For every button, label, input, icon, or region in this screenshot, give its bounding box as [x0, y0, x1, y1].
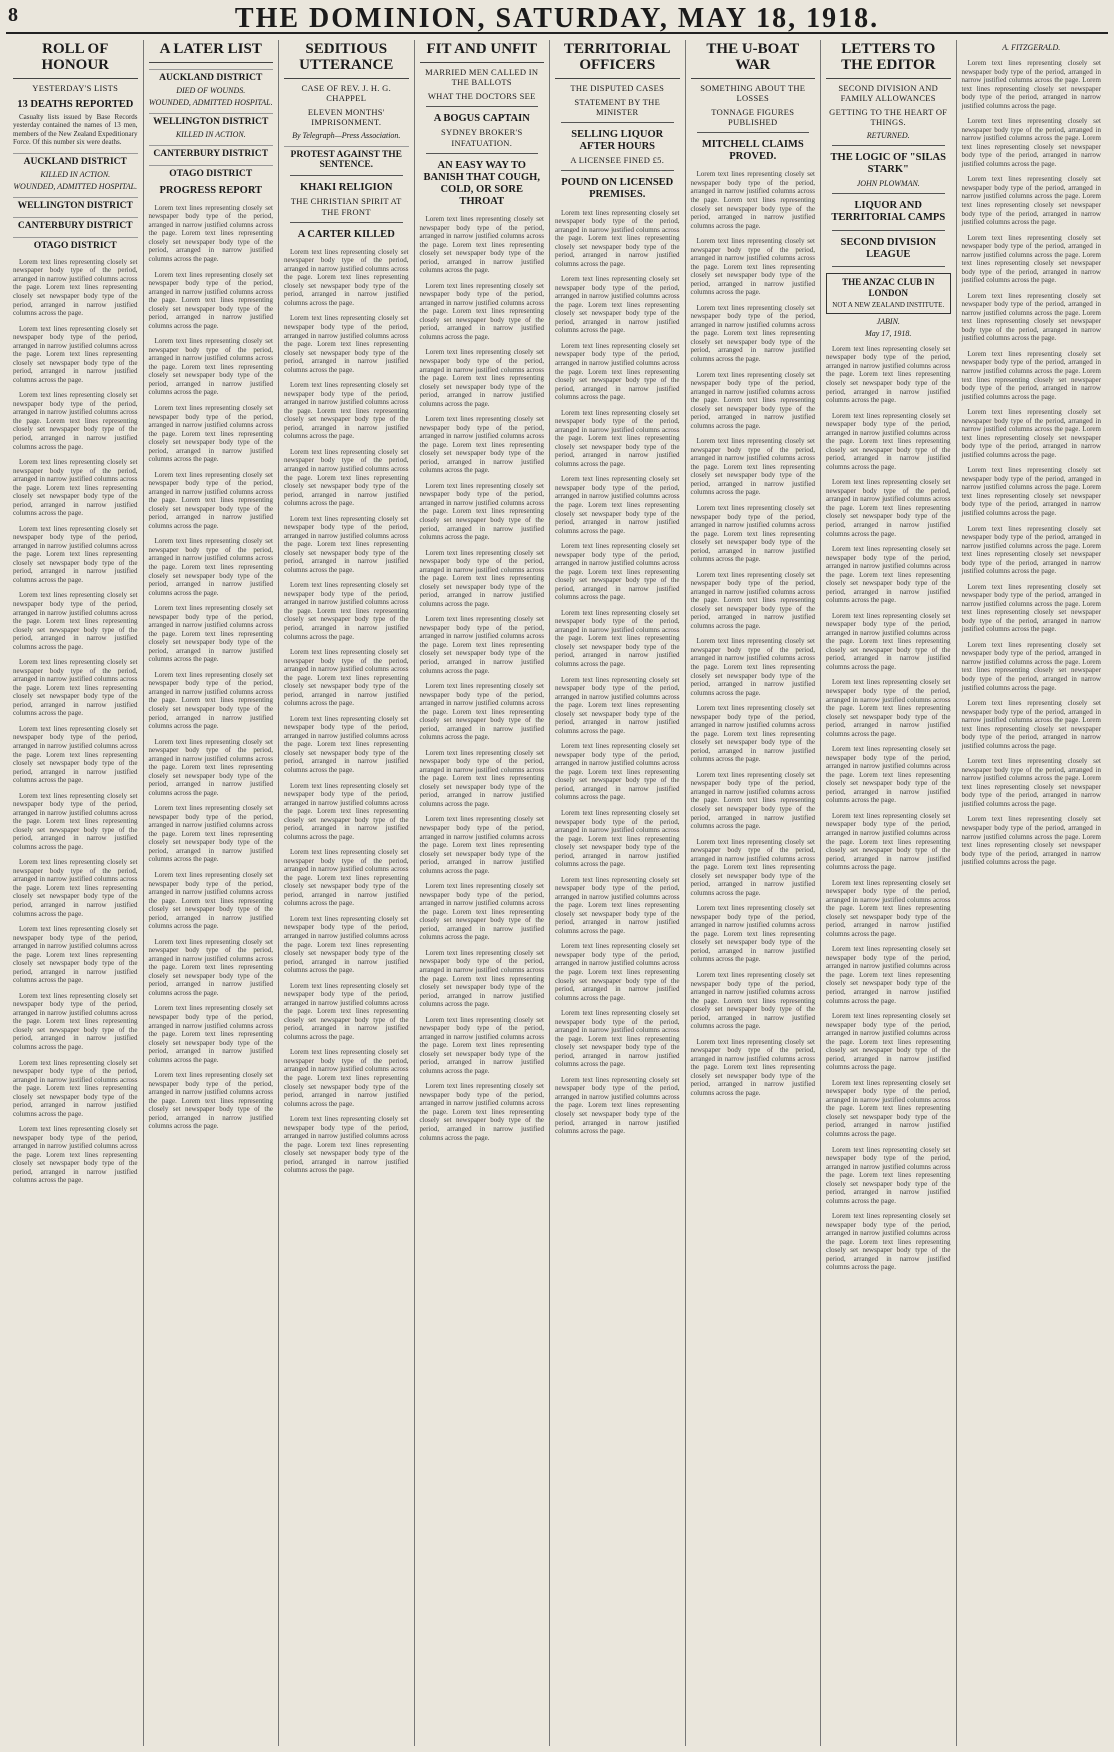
- body-text: Lorem text lines representing closely set newspaper body type of the period, arranged in narrow justified columns across the page. Lorem text lines representing closely set newspaper body type of the period, arranged in narrow justified columns across the page.: [284, 981, 409, 1041]
- body-text: Lorem text lines representing closely set newspaper body type of the period, arranged in narrow justified columns across the page. Lorem text lines representing closely set newspaper body type of the period, arranged in narrow justified columns across the page.: [690, 170, 815, 230]
- body-text: Lorem text lines representing closely set newspaper body type of the period, arranged in narrow justified columns across the page. Lorem text lines representing closely set newspaper body type of the period, arranged in narrow justified columns across the page.: [826, 945, 951, 1005]
- body-text: Lorem text lines representing closely set newspaper body type of the period, arranged in narrow justified columns across the page. Lorem text lines representing closely set newspaper body type of the period, arranged in narrow justified columns across the page.: [419, 415, 544, 475]
- article-subtitle: CASE OF REV. J. H. G. CHAPPEL: [301, 82, 391, 103]
- body-text: Lorem text lines representing closely set newspaper body type of the period, arranged in narrow justified columns across the page. Lorem text lines representing closely set newspaper body type of the period, arranged in narrow justified columns across the page.: [961, 117, 1101, 168]
- body-text: Lorem text lines representing closely set newspaper body type of the period, arranged in narrow justified columns across the page. Lorem text lines representing closely set newspaper body type of the period, arranged in narrow justified columns across the page.: [826, 745, 951, 805]
- body-text: Lorem text lines representing closely set newspaper body type of the period, arranged in narrow justified columns across the page. Lorem text lines representing closely set newspaper body type of the period, arranged in narrow justified columns across the page.: [419, 348, 544, 408]
- body-text: Lorem text lines representing closely set newspaper body type of the period, arranged in narrow justified columns across the page. Lorem text lines representing closely set newspaper body type of the period, arranged in narrow justified columns across the page.: [13, 991, 138, 1051]
- body-text: Lorem text lines representing closely set newspaper body type of the period, arranged in narrow justified columns across the page. Lorem text lines representing closely set newspaper body type of the period, arranged in narrow justified columns across the page.: [284, 581, 409, 641]
- body-text: Lorem text lines representing closely set newspaper body type of the period, arranged in narrow justified columns across the page. Lorem text lines representing closely set newspaper body type of the period, arranged in narrow justified columns across the page.: [690, 837, 815, 897]
- body-text: Lorem text lines representing closely set newspaper body type of the period, arranged in narrow justified columns across the page. Lorem text lines representing closely set newspaper body type of the period, arranged in narrow justified columns across the page.: [826, 878, 951, 938]
- body-text: Lorem text lines representing closely set newspaper body type of the period, arranged in narrow justified columns across the page. Lorem text lines representing closely set newspaper body type of the period, arranged in narrow justified columns across the page.: [961, 466, 1101, 517]
- article-subtitle: SYDNEY BROKER'S INFATUATION.: [440, 127, 523, 148]
- body-text: Lorem text lines representing closely set newspaper body type of the period, arranged in narrow justified columns across the page. Lorem text lines representing closely set newspaper body type of the period, arranged in narrow justified columns across the page.: [690, 370, 815, 430]
- body-text: Lorem text lines representing closely set newspaper body type of the period, arranged in narrow justified columns across the page. Lorem text lines representing closely set newspaper body type of the period, arranged in narrow justified columns across the page.: [690, 437, 815, 497]
- signature: JABIN.: [876, 316, 900, 326]
- article-headline: A BOGUS CAPTAIN: [433, 113, 530, 125]
- section-subheading: KILLED IN ACTION.: [175, 129, 246, 139]
- column-continued: [957, 40, 1106, 1746]
- column-seditious-utterance: [279, 40, 415, 1746]
- section-heading: OTAGO DISTRICT: [149, 165, 274, 179]
- body-text: Lorem text lines representing closely set newspaper body type of the period, arranged in narrow justified columns across the page. Lorem text lines representing closely set newspaper body type of the period, arranged in narrow justified columns across the page.: [555, 208, 680, 268]
- section-subheading: DIED OF WOUNDS.: [176, 85, 246, 95]
- body-text: Lorem text lines representing closely set newspaper body type of the period, arranged in narrow justified columns across the page. Lorem text lines representing closely set newspaper body type of the period, arranged in narrow justified columns across the page.: [284, 848, 409, 908]
- body-text: Lorem text lines representing closely set newspaper body type of the period, arranged in narrow justified columns across the page. Lorem text lines representing closely set newspaper body type of the period, arranged in narrow justified columns across the page.: [284, 1048, 409, 1108]
- body-text: Lorem text lines representing closely set newspaper body type of the period, arranged in narrow justified columns across the page. Lorem text lines representing closely set newspaper body type of the period, arranged in narrow justified columns across the page.: [555, 608, 680, 668]
- body-text: Lorem text lines representing closely set newspaper body type of the period, arranged in narrow justified columns across the page. Lorem text lines representing closely set newspaper body type of the period, arranged in narrow justified columns across the page.: [419, 215, 544, 275]
- body-text: Lorem text lines representing closely set newspaper body type of the period, arranged in narrow justified columns across the page. Lorem text lines representing closely set newspaper body type of the period, arranged in narrow justified columns across the page.: [148, 670, 273, 731]
- column-letters-to-editor: [821, 40, 957, 1746]
- body-text: Lorem text lines representing closely set newspaper body type of the period, arranged in narrow justified columns across the page. Lorem text lines representing closely set newspaper body type of the period, arranged in narrow justified columns across the page.: [284, 447, 409, 508]
- body-text: Lorem text lines representing closely set newspaper body type of the period, arranged in narrow justified columns across the page. Lorem text lines representing closely set newspaper body type of the period, arranged in narrow justified columns across the page.: [148, 403, 273, 464]
- section-subheading: WOUNDED, ADMITTED HOSPITAL.: [13, 181, 138, 191]
- body-text: Lorem text lines representing closely set newspaper body type of the period, arranged in narrow justified columns across the page. Lorem text lines representing closely set newspaper body type of the period, arranged in narrow justified columns across the page.: [13, 1058, 138, 1118]
- body-text: Lorem text lines representing closely set newspaper body type of the period, arranged in narrow justified columns across the page. Lorem text lines representing closely set newspaper body type of the period, arranged in narrow justified columns across the page.: [555, 275, 680, 335]
- section-heading: WELLINGTON DISTRICT: [149, 113, 274, 127]
- body-text: Lorem text lines representing closely set newspaper body type of the period, arranged in narrow justified columns across the page. Lorem text lines representing closely set newspaper body type of the period, arranged in narrow justified columns across the page.: [13, 591, 138, 651]
- body-text: Lorem text lines representing closely set newspaper body type of the period, arranged in narrow justified columns across the page. Lorem text lines representing closely set newspaper body type of the period, arranged in narrow justified columns across the page.: [826, 611, 951, 671]
- body-text: Lorem text lines representing closely set newspaper body type of the period, arranged in narrow justified columns across the page. Lorem text lines representing closely set newspaper body type of the period, arranged in narrow justified columns across the page.: [555, 408, 680, 468]
- body-text: Lorem text lines representing closely set newspaper body type of the period, arranged in narrow justified columns across the page. Lorem text lines representing closely set newspaper body type of the period, arranged in narrow justified columns across the page.: [148, 1071, 273, 1131]
- body-text: Lorem text lines representing closely set newspaper body type of the period, arranged in narrow justified columns across the page. Lorem text lines representing closely set newspaper body type of the period, arranged in narrow justified columns across the page.: [826, 478, 951, 538]
- divider: [832, 193, 945, 194]
- article-subtitle: SOMETHING ABOUT THE LOSSES: [700, 82, 806, 103]
- divider: [697, 132, 810, 133]
- body-text: Lorem text lines representing closely set newspaper body type of the period, arranged in narrow justified columns across the page. Lorem text lines representing closely set newspaper body type of the period, arranged in narrow justified columns across the page.: [148, 1004, 273, 1064]
- body-text: Lorem text lines representing closely set newspaper body type of the period, arranged in narrow justified columns across the page. Lorem text lines representing closely set newspaper body type of the period, arranged in narrow justified columns across the page.: [961, 757, 1101, 808]
- body-text: Lorem text lines representing closely set newspaper body type of the period, arranged in narrow justified columns across the page. Lorem text lines representing closely set newspaper body type of the period, arranged in narrow justified columns across the page.: [555, 875, 680, 935]
- body-text: Lorem text lines representing closely set newspaper body type of the period, arranged in narrow justified columns across the page. Lorem text lines representing closely set newspaper body type of the period, arranged in narrow justified columns across the page.: [690, 704, 815, 764]
- article-headline: THE LOGIC OF "SILAS STARK": [830, 152, 946, 176]
- body-text: Lorem text lines representing closely set newspaper body type of the period, arranged in narrow justified columns across the page. Lorem text lines representing closely set newspaper body type of the period, arranged in narrow justified columns across the page.: [148, 937, 273, 997]
- body-text: Lorem text lines representing closely set newspaper body type of the period, arranged in narrow justified columns across the page. Lorem text lines representing closely set newspaper body type of the period, arranged in narrow justified columns across the page.: [13, 791, 138, 851]
- section-subheading: WOUNDED, ADMITTED HOSPITAL.: [148, 97, 273, 107]
- column-later-list: [144, 40, 280, 1746]
- body-text: Lorem text lines representing closely set newspaper body type of the period, arranged in narrow justified columns across the page. Lorem text lines representing closely set newspaper body type of the period, arranged in narrow justified columns across the page.: [284, 1115, 409, 1175]
- body-text: Lorem text lines representing closely set newspaper body type of the period, arranged in narrow justified columns across the page. Lorem text lines representing closely set newspaper body type of the period, arranged in narrow justified columns across the page.: [961, 640, 1101, 692]
- body-text: Lorem text lines representing closely set newspaper body type of the period, arranged in narrow justified columns across the page. Lorem text lines representing closely set newspaper body type of the period, arranged in narrow justified columns across the page.: [284, 914, 409, 975]
- body-text: Lorem text lines representing closely set newspaper body type of the period, arranged in narrow justified columns across the page. Lorem text lines representing closely set newspaper body type of the period, arranged in narrow justified columns across the page.: [13, 724, 138, 785]
- divider: [290, 222, 403, 223]
- article-headline: A CARTER KILLED: [297, 228, 395, 240]
- body-text: Lorem text lines representing closely set newspaper body type of the period, arranged in narrow justified columns across the page. Lorem text lines representing closely set newspaper body type of the period, arranged in narrow justified columns across the page.: [148, 804, 273, 864]
- section-heading: CANTERBURY DISTRICT: [13, 217, 138, 231]
- article-subtitle: THE DISPUTED CASES: [570, 82, 665, 93]
- body-text: Lorem text lines representing closely set newspaper body type of the period, arranged in narrow justified columns across the page. Lorem text lines representing closely set newspaper body type of the period, arranged in narrow justified columns across the page.: [961, 524, 1101, 576]
- body-text: Lorem text lines representing closely set newspaper body type of the period, arranged in narrow justified columns across the page. Lorem text lines representing closely set newspaper body type of the period, arranged in narrow justified columns across the page.: [555, 341, 680, 402]
- byline: By Telegraph—Press Association.: [292, 131, 401, 141]
- body-text: Lorem text lines representing closely set newspaper body type of the period, arranged in narrow justified columns across the page. Lorem text lines representing closely set newspaper body type of the period, arranged in narrow justified columns across the page.: [419, 882, 544, 942]
- body-text: Lorem text lines representing closely set newspaper body type of the period, arranged in narrow justified columns across the page. Lorem text lines representing closely set newspaper body type of the period, arranged in narrow justified columns across the page.: [961, 408, 1101, 459]
- body-text: Lorem text lines representing closely set newspaper body type of the period, arranged in narrow justified columns across the page. Lorem text lines representing closely set newspaper body type of the period, arranged in narrow justified columns across the page.: [555, 808, 680, 869]
- body-text: Lorem text lines representing closely set newspaper body type of the period, arranged in narrow justified columns across the page. Lorem text lines representing closely set newspaper body type of the period, arranged in narrow justified columns across the page.: [826, 1078, 951, 1138]
- article-headline: SECOND DIVISION LEAGUE: [840, 236, 936, 260]
- article-subtitle: TONNAGE FIGURES PUBLISHED: [711, 106, 795, 128]
- section-heading: AUCKLAND DISTRICT: [13, 153, 138, 167]
- body-text: Lorem text lines representing closely set newspaper body type of the period, arranged in narrow justified columns across the page. Lorem text lines representing closely set newspaper body type of the period, arranged in narrow justified columns across the page.: [961, 582, 1101, 634]
- body-text: Lorem text lines representing closely set newspaper body type of the period, arranged in narrow justified columns across the page. Lorem text lines representing closely set newspaper body type of the period, arranged in narrow justified columns across the page.: [148, 203, 273, 263]
- column-header: TERRITORIAL OFFICERS: [555, 40, 680, 79]
- divider: [832, 145, 945, 146]
- article-subtitle: WHAT THE DOCTORS SEE: [427, 91, 536, 102]
- body-text: Lorem text lines representing closely set newspaper body type of the period, arranged in narrow justified columns across the page. Lorem text lines representing closely set newspaper body type of the period, arranged in narrow justified columns across the page.: [690, 303, 815, 363]
- body-text: Lorem text lines representing closely set newspaper body type of the period, arranged in narrow justified columns across the page. Lorem text lines representing closely set newspaper body type of the period, arranged in narrow justified columns across the page.: [284, 314, 409, 374]
- body-text: Lorem text lines representing closely set newspaper body type of the period, arranged in narrow justified columns across the page. Lorem text lines representing closely set newspaper body type of the period, arranged in narrow justified columns across the page.: [826, 1145, 951, 1205]
- body-text: Lorem text lines representing closely set newspaper body type of the period, arranged in narrow justified columns across the page. Lorem text lines representing closely set newspaper body type of the period, arranged in narrow justified columns across the page.: [13, 324, 138, 384]
- section-heading: CANTERBURY DISTRICT: [149, 145, 274, 159]
- body-text: Lorem text lines representing closely set newspaper body type of the period, arranged in narrow justified columns across the page. Lorem text lines representing closely set newspaper body type of the period, arranged in narrow justified columns across the page.: [284, 648, 409, 708]
- body-text: Lorem text lines representing closely set newspaper body type of the period, arranged in narrow justified columns across the page. Lorem text lines representing closely set newspaper body type of the period, arranged in narrow justified columns across the page.: [13, 658, 138, 718]
- body-text: Lorem text lines representing closely set newspaper body type of the period, arranged in narrow justified columns across the page. Lorem text lines representing closely set newspaper body type of the period, arranged in narrow justified columns across the page.: [148, 537, 273, 597]
- body-text: Lorem text lines representing closely set newspaper body type of the period, arranged in narrow justified columns across the page. Lorem text lines representing closely set newspaper body type of the period, arranged in narrow justified columns across the page.: [690, 904, 815, 964]
- article-subtitle: A LICENSEE FINED £5.: [570, 155, 665, 166]
- section-subheading: KILLED IN ACTION.: [40, 169, 111, 179]
- body-text: Lorem text lines representing closely set newspaper body type of the period, arranged in narrow justified columns across the page. Lorem text lines representing closely set newspaper body type of the period, arranged in narrow justified columns across the page.: [419, 815, 544, 875]
- column-header: A LATER LIST: [149, 40, 274, 63]
- body-text: Lorem text lines representing closely set newspaper body type of the period, arranged in narrow justified columns across the page. Lorem text lines representing closely set newspaper body type of the period, arranged in narrow justified columns across the page.: [555, 475, 680, 535]
- article-headline: AN EASY WAY TO BANISH THAT COUGH, COLD, OR SORE THROAT: [423, 159, 540, 207]
- body-text: Lorem text lines representing closely set newspaper body type of the period, arranged in narrow justified columns across the page. Lorem text lines representing closely set newspaper body type of the period, arranged in narrow justified columns across the page.: [419, 948, 544, 1009]
- article-subtitle: STATEMENT BY THE MINISTER: [574, 96, 661, 117]
- body-text: Lorem text lines representing closely set newspaper body type of the period, arranged in narrow justified columns across the page. Lorem text lines representing closely set newspaper body type of the period, arranged in narrow justified columns across the page.: [148, 470, 273, 530]
- column-header: FIT AND UNFIT: [420, 40, 545, 63]
- body-text: Lorem text lines representing closely set newspaper body type of the period, arranged in narrow justified columns across the page. Lorem text lines representing closely set newspaper body type of the period, arranged in narrow justified columns across the page.: [961, 291, 1101, 343]
- body-text: Lorem text lines representing closely set newspaper body type of the period, arranged in narrow justified columns across the page. Lorem text lines representing closely set newspaper body type of the period, arranged in narrow justified columns across the page.: [284, 247, 409, 307]
- body-text: Lorem text lines representing closely set newspaper body type of the period, arranged in narrow justified columns across the page. Lorem text lines representing closely set newspaper body type of the period, arranged in narrow justified columns across the page.: [961, 59, 1101, 110]
- body-text: Lorem text lines representing closely set newspaper body type of the period, arranged in narrow justified columns across the page. Lorem text lines representing closely set newspaper body type of the period, arranged in narrow justified columns across the page.: [148, 737, 273, 797]
- divider: [290, 175, 403, 176]
- divider: [426, 153, 539, 154]
- article-headline: LIQUOR AND TERRITORIAL CAMPS: [831, 200, 946, 224]
- body-text: Lorem text lines representing closely set newspaper body type of the period, arranged in narrow justified columns across the page. Lorem text lines representing closely set newspaper body type of the period, arranged in narrow justified columns across the page.: [826, 411, 951, 471]
- body-text: Lorem text lines representing closely set newspaper body type of the period, arranged in narrow justified columns across the page. Lorem text lines representing closely set newspaper body type of the period, arranged in narrow justified columns across the page.: [13, 858, 138, 918]
- body-text: Lorem text lines representing closely set newspaper body type of the period, arranged in narrow justified columns across the page. Lorem text lines representing closely set newspaper body type of the period, arranged in narrow justified columns across the page.: [13, 391, 138, 451]
- progress-report-heading: PROGRESS REPORT: [159, 184, 263, 196]
- body-text: Lorem text lines representing closely set newspaper body type of the period, arranged in narrow justified columns across the page. Lorem text lines representing closely set newspaper body type of the period, arranged in narrow justified columns across the page.: [419, 548, 544, 608]
- divider: [561, 122, 674, 123]
- section-heading: AUCKLAND DISTRICT: [149, 69, 274, 83]
- signature: JOHN PLOWMAN.: [856, 179, 920, 189]
- column-territorial-officers: [550, 40, 686, 1746]
- anzac-club-box: [826, 273, 951, 314]
- body-text: Lorem text lines representing closely set newspaper body type of the period, arranged in narrow justified columns across the page. Lorem text lines representing closely set newspaper body type of the period, arranged in narrow justified columns across the page.: [961, 175, 1101, 227]
- anzac-club-heading: THE ANZAC CLUB IN LONDON: [842, 276, 935, 298]
- column-fit-and-unfit: [415, 40, 551, 1746]
- article-headline: MITCHELL CLAIMS PROVED.: [701, 139, 804, 163]
- article-subtitle: MARRIED MEN CALLED IN THE BALLOTS: [425, 66, 539, 87]
- divider: [561, 170, 674, 171]
- article-subtitle: ELEVEN MONTHS' IMPRISONMENT.: [307, 106, 385, 128]
- column-roll-of-honour: [8, 40, 144, 1746]
- body-text: Lorem text lines representing closely set newspaper body type of the period, arranged in narrow justified columns across the page. Lorem text lines representing closely set newspaper body type of the period, arranged in narrow justified columns across the page.: [961, 233, 1101, 285]
- body-text: Lorem text lines representing closely set newspaper body type of the period, arranged in narrow justified columns across the page. Lorem text lines representing closely set newspaper body type of the period, arranged in narrow justified columns across the page.: [690, 503, 815, 564]
- body-text: Lorem text lines representing closely set newspaper body type of the period, arranged in narrow justified columns across the page. Lorem text lines representing closely set newspaper body type of the period, arranged in narrow justified columns across the page.: [555, 542, 680, 602]
- body-text: Lorem text lines representing closely set newspaper body type of the period, arranged in narrow justified columns across the page. Lorem text lines representing closely set newspaper body type of the period, arranged in narrow justified columns across the page.: [284, 381, 409, 441]
- columns: [8, 40, 1106, 1746]
- body-text: Lorem text lines representing closely set newspaper body type of the period, arranged in narrow justified columns across the page. Lorem text lines representing closely set newspaper body type of the period, arranged in narrow justified columns across the page.: [148, 337, 273, 397]
- body-text: Lorem text lines representing closely set newspaper body type of the period, arranged in narrow justified columns across the page. Lorem text lines representing closely set newspaper body type of the period, arranged in narrow justified columns across the page.: [555, 742, 680, 802]
- body-text: Lorem text lines representing closely set newspaper body type of the period, arranged in narrow justified columns across the page. Lorem text lines representing closely set newspaper body type of the period, arranged in narrow justified columns across the page.: [555, 942, 680, 1002]
- body-text: Lorem text lines representing closely set newspaper body type of the period, arranged in narrow justified columns across the page. Lorem text lines representing closely set newspaper body type of the period, arranged in narrow justified columns across the page.: [419, 481, 544, 542]
- dateline: May 17, 1918.: [865, 328, 912, 338]
- anzac-club-subheading: NOT A NEW ZEALAND INSTITUTE.: [832, 301, 945, 310]
- body-text: Lorem text lines representing closely set newspaper body type of the period, arranged in narrow justified columns across the page. Lorem text lines representing closely set newspaper body type of the period, arranged in narrow justified columns across the page.: [419, 1015, 544, 1075]
- divider: [832, 230, 945, 231]
- article-subtitle: THE CHRISTIAN SPIRIT AT THE FRONT: [290, 196, 402, 217]
- article-subtitle: YESTERDAY'S LISTS: [32, 82, 119, 93]
- body-text: Lorem text lines representing closely set newspaper body type of the period, arranged in narrow justified columns across the page. Lorem text lines representing closely set newspaper body type of the period, arranged in narrow justified columns across the page.: [419, 748, 544, 808]
- article-headline: 13 DEATHS REPORTED: [17, 98, 134, 110]
- body-text: Lorem text lines representing closely set newspaper body type of the period, arranged in narrow justified columns across the page. Lorem text lines representing closely set newspaper body type of the period, arranged in narrow justified columns across the page.: [961, 815, 1101, 867]
- article-subtitle: SECOND DIVISION AND FAMILY ALLOWANCES: [838, 82, 939, 103]
- body-text: Lorem text lines representing closely set newspaper body type of the period, arranged in narrow justified columns across the page. Lorem text lines representing closely set newspaper body type of the period, arranged in narrow justified columns across the page.: [419, 615, 544, 675]
- body-text: Lorem text lines representing closely set newspaper body type of the period, arranged in narrow justified columns across the page. Lorem text lines representing closely set newspaper body type of the period, arranged in narrow justified columns across the page.: [13, 524, 138, 584]
- masthead: [6, 2, 1108, 34]
- body-text: Lorem text lines representing closely set newspaper body type of the period, arranged in narrow justified columns across the page. Lorem text lines representing closely set newspaper body type of the period, arranged in narrow justified columns across the page.: [419, 1082, 544, 1142]
- body-text: Lorem text lines representing closely set newspaper body type of the period, arranged in narrow justified columns across the page. Lorem text lines representing closely set newspaper body type of the period, arranged in narrow justified columns across the page.: [555, 1009, 680, 1069]
- body-text: Lorem text lines representing closely set newspaper body type of the period, arranged in narrow justified columns across the page. Lorem text lines representing closely set newspaper body type of the period, arranged in narrow justified columns across the page.: [13, 1125, 138, 1185]
- body-text: Lorem text lines representing closely set newspaper body type of the period, arranged in narrow justified columns across the page. Lorem text lines representing closely set newspaper body type of the period, arranged in narrow justified columns across the page.: [826, 1212, 951, 1272]
- paper-title: THE DOMINION, SATURDAY, MAY 18, 1918.: [234, 3, 880, 34]
- article-intro: Casualty lists issued by Base Records yesterday contained the names of 13 men, members of the New Zealand Expeditionary Force. Of this number six were deaths.: [13, 112, 138, 147]
- body-text: Lorem text lines representing closely set newspaper body type of the period, arranged in narrow justified columns across the page. Lorem text lines representing closely set newspaper body type of the period, arranged in narrow justified columns across the page.: [690, 770, 815, 831]
- divider: [426, 106, 539, 107]
- body-text: Lorem text lines representing closely set newspaper body type of the period, arranged in narrow justified columns across the page. Lorem text lines representing closely set newspaper body type of the period, arranged in narrow justified columns across the page.: [284, 781, 409, 841]
- body-text: Lorem text lines representing closely set newspaper body type of the period, arranged in narrow justified columns across the page. Lorem text lines representing closely set newspaper body type of the period, arranged in narrow justified columns across the page.: [690, 971, 815, 1031]
- column-header: LETTERS TO THE EDITOR: [826, 40, 951, 79]
- body-text: Lorem text lines representing closely set newspaper body type of the period, arranged in narrow justified columns across the page. Lorem text lines representing closely set newspaper body type of the period, arranged in narrow justified columns across the page.: [826, 1012, 951, 1072]
- section-heading: OTAGO DISTRICT: [13, 237, 138, 251]
- column-header: SEDITIOUS UTTERANCE: [284, 40, 409, 79]
- article-subtitle: GETTING TO THE HEART OF THINGS.: [829, 106, 948, 128]
- signature: A. FITZGERALD.: [1002, 43, 1061, 52]
- body-text: Lorem text lines representing closely set newspaper body type of the period, arranged in narrow justified columns across the page. Lorem text lines representing closely set newspaper body type of the period, arranged in narrow justified columns across the page.: [690, 570, 815, 630]
- body-text: Lorem text lines representing closely set newspaper body type of the period, arranged in narrow justified columns across the page. Lorem text lines representing closely set newspaper body type of the period, arranged in narrow justified columns across the page.: [13, 257, 138, 318]
- body-text: Lorem text lines representing closely set newspaper body type of the period, arranged in narrow justified columns across the page. Lorem text lines representing closely set newspaper body type of the period, arranged in narrow justified columns across the page.: [555, 1075, 680, 1136]
- body-text: Lorem text lines representing closely set newspaper body type of the period, arranged in narrow justified columns across the page. Lorem text lines representing closely set newspaper body type of the period, arranged in narrow justified columns across the page.: [961, 349, 1101, 401]
- body-text: Lorem text lines representing closely set newspaper body type of the period, arranged in narrow justified columns across the page. Lorem text lines representing closely set newspaper body type of the period, arranged in narrow justified columns across the page.: [13, 458, 138, 518]
- body-text: Lorem text lines representing closely set newspaper body type of the period, arranged in narrow justified columns across the page. Lorem text lines representing closely set newspaper body type of the period, arranged in narrow justified columns across the page.: [555, 675, 680, 735]
- body-text: Lorem text lines representing closely set newspaper body type of the period, arranged in narrow justified columns across the page. Lorem text lines representing closely set newspaper body type of the period, arranged in narrow justified columns across the page.: [284, 714, 409, 774]
- body-text: Lorem text lines representing closely set newspaper body type of the period, arranged in narrow justified columns across the page. Lorem text lines representing closely set newspaper body type of the period, arranged in narrow justified columns across the page.: [148, 871, 273, 931]
- article-headline: POUND ON LICENSED PREMISES.: [561, 177, 674, 201]
- body-text: Lorem text lines representing closely set newspaper body type of the period, arranged in narrow justified columns across the page. Lorem text lines representing closely set newspaper body type of the period, arranged in narrow justified columns across the page.: [690, 637, 815, 697]
- body-text: Lorem text lines representing closely set newspaper body type of the period, arranged in narrow justified columns across the page. Lorem text lines representing closely set newspaper body type of the period, arranged in narrow justified columns across the page.: [961, 699, 1101, 750]
- body-text: Lorem text lines representing closely set newspaper body type of the period, arranged in narrow justified columns across the page. Lorem text lines representing closely set newspaper body type of the period, arranged in narrow justified columns across the page.: [419, 281, 544, 341]
- body-text: Lorem text lines representing closely set newspaper body type of the period, arranged in narrow justified columns across the page. Lorem text lines representing closely set newspaper body type of the period, arranged in narrow justified columns across the page.: [826, 545, 951, 605]
- body-text: Lorem text lines representing closely set newspaper body type of the period, arranged in narrow justified columns across the page. Lorem text lines representing closely set newspaper body type of the period, arranged in narrow justified columns across the page.: [690, 237, 815, 297]
- column-header: THE U-BOAT WAR: [691, 40, 816, 79]
- body-text: Lorem text lines representing closely set newspaper body type of the period, arranged in narrow justified columns across the page. Lorem text lines representing closely set newspaper body type of the period, arranged in narrow justified columns across the page.: [826, 678, 951, 738]
- section-heading: PROTEST AGAINST THE SENTENCE.: [284, 146, 409, 170]
- column-header: ROLL OF HONOUR: [13, 40, 138, 79]
- body-text: Lorem text lines representing closely set newspaper body type of the period, arranged in narrow justified columns across the page. Lorem text lines representing closely set newspaper body type of the period, arranged in narrow justified columns across the page.: [13, 925, 138, 985]
- body-text: Lorem text lines representing closely set newspaper body type of the period, arranged in narrow justified columns across the page. Lorem text lines representing closely set newspaper body type of the period, arranged in narrow justified columns across the page.: [826, 344, 951, 405]
- body-text: Lorem text lines representing closely set newspaper body type of the period, arranged in narrow justified columns across the page. Lorem text lines representing closely set newspaper body type of the period, arranged in narrow justified columns across the page.: [826, 811, 951, 872]
- body-text: Lorem text lines representing closely set newspaper body type of the period, arranged in narrow justified columns across the page. Lorem text lines representing closely set newspaper body type of the period, arranged in narrow justified columns across the page.: [148, 604, 273, 664]
- signature: RETURNED.: [866, 131, 910, 141]
- section-heading: WELLINGTON DISTRICT: [13, 197, 138, 211]
- body-text: Lorem text lines representing closely set newspaper body type of the period, arranged in narrow justified columns across the page. Lorem text lines representing closely set newspaper body type of the period, arranged in narrow justified columns across the page.: [284, 514, 409, 574]
- column-u-boat-war: [686, 40, 822, 1746]
- page-number: 8: [8, 4, 18, 26]
- body-text: Lorem text lines representing closely set newspaper body type of the period, arranged in narrow justified columns across the page. Lorem text lines representing closely set newspaper body type of the period, arranged in narrow justified columns across the page.: [690, 1037, 815, 1097]
- article-headline: SELLING LIQUOR AFTER HOURS: [571, 129, 664, 153]
- divider: [832, 266, 945, 267]
- body-text: Lorem text lines representing closely set newspaper body type of the period, arranged in narrow justified columns across the page. Lorem text lines representing closely set newspaper body type of the period, arranged in narrow justified columns across the page.: [419, 682, 544, 742]
- body-text: Lorem text lines representing closely set newspaper body type of the period, arranged in narrow justified columns across the page. Lorem text lines representing closely set newspaper body type of the period, arranged in narrow justified columns across the page.: [148, 270, 273, 330]
- article-headline: KHAKI RELIGION: [300, 182, 393, 194]
